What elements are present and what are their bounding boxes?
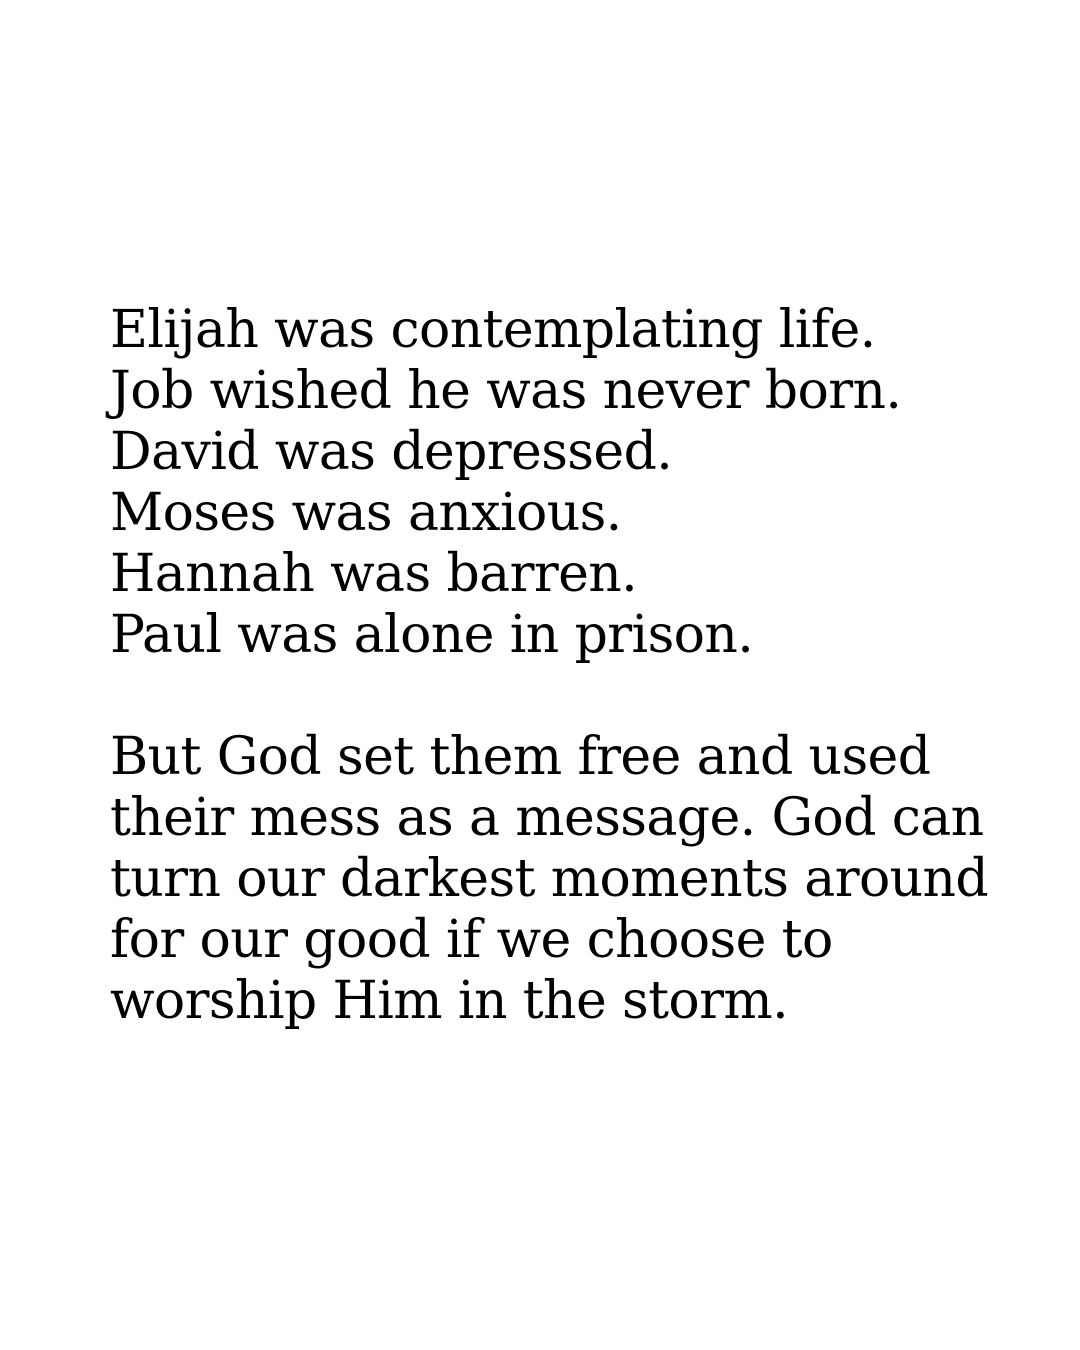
stanza-line: Hannah was barren. [110, 544, 638, 604]
quote-text-block [110, 300, 1010, 1032]
stanza-line: But God set them free and used [110, 727, 931, 787]
stanza-line: turn our darkest moments around [110, 849, 989, 909]
stanza-line: Moses was anxious. [110, 483, 622, 543]
stanza-line: for our good if we choose to [110, 910, 833, 970]
stanza-line: Paul was alone in prison. [110, 605, 754, 665]
stanza-line: Elijah was contemplating life. [110, 300, 876, 360]
stanza-line: Job wished he was never born. [110, 361, 902, 421]
stanza-people-struggles [110, 300, 1010, 666]
stanza-line: David was depressed. [110, 422, 673, 482]
stanza-god-set-free [110, 727, 1010, 1032]
stanza-line: their mess as a message. God can [110, 788, 984, 848]
stanza-line: worship Him in the storm. [110, 971, 789, 1031]
